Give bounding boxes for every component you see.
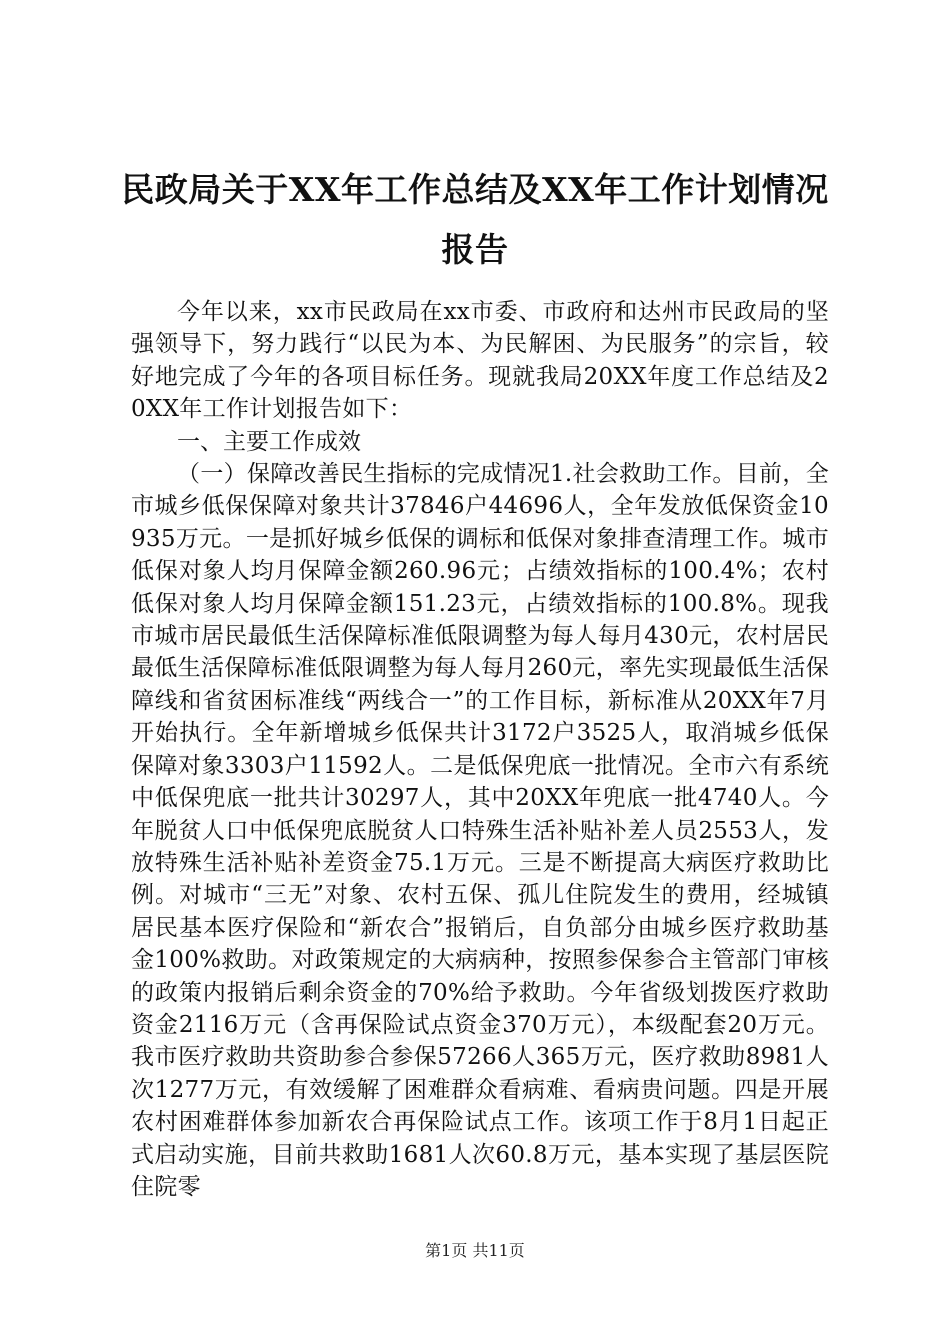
document-body <box>131 296 829 1203</box>
section-paragraph: （一）保障改善民生指标的完成情况1.社会救助工作。目前，全市城乡低保保障对象共计37846户44696人，全年发放低保资金10935万元。一是抓好城乡低保的调标和低保对象排查清理工作。城市低保对象人均月保障金额260.96元；占绩效指标的100.4%；农村低保对象人均月保障金额151.23元，占绩效指标的100.8%。现我市城市居民最低生活保障标准低限调整为每人每月430元，农村居民最低生活保障标准低限调整为每人每月260元，率先实现最低生活保障线和省贫困标准线“两线合一”的工作目标，新标准从20XX年7月开始执行。全年新增城乡低保共计3172户3525人，取消城乡低保保障对象3303户11592人。二是低保兜底一批情况。全市六有系统中低保兜底一批共计30297人，其中20XX年兜底一批4740人。今年脱贫人口中低保兜底脱贫人口特殊生活补贴补差人员2553人，发放特殊生活补贴补差资金75.1万元。三是不断提高大病医疗救助比例。对城市“三无”对象、农村五保、孤儿住院发生的费用，经城镇居民基本医疗保险和“新农合”报销后，自负部分由城乡医疗救助基金100%救助。对政策规定的大病病种，按照参保参合主管部门审核的政策内报销后剩余资金的70%给予救助。今年省级划拨医疗救助资金2116万元（含再保险试点资金370万元），本级配套20万元。我市医疗救助共资助参合参保57266人365万元，医疗救助8981人次1277万元，有效缓解了困难群众看病难、看病贵问题。四是开展农村困难群体参加新农合再保险试点工作。该项工作于8月1日起正式启动实施，目前共救助1681人次60.8万元，基本实现了基层医院住院零 <box>131 461 829 1200</box>
document-title: 民政局关于XX年工作总结及XX年工作计划情况报告 <box>121 170 829 269</box>
intro-paragraph: 今年以来，xx市民政局在xx市委、市政府和达州市民政局的坚强领导下，努力践行“以民为本、为民解困、为民服务”的宗旨，较好地完成了今年的各项目标任务。现就我局20XX年度工作总结及20XX年工作计划报告如下： <box>131 299 829 423</box>
page-footer: 第1页 共11页 <box>425 1241 525 1260</box>
section-heading: 一、主要工作成效 <box>177 428 361 455</box>
